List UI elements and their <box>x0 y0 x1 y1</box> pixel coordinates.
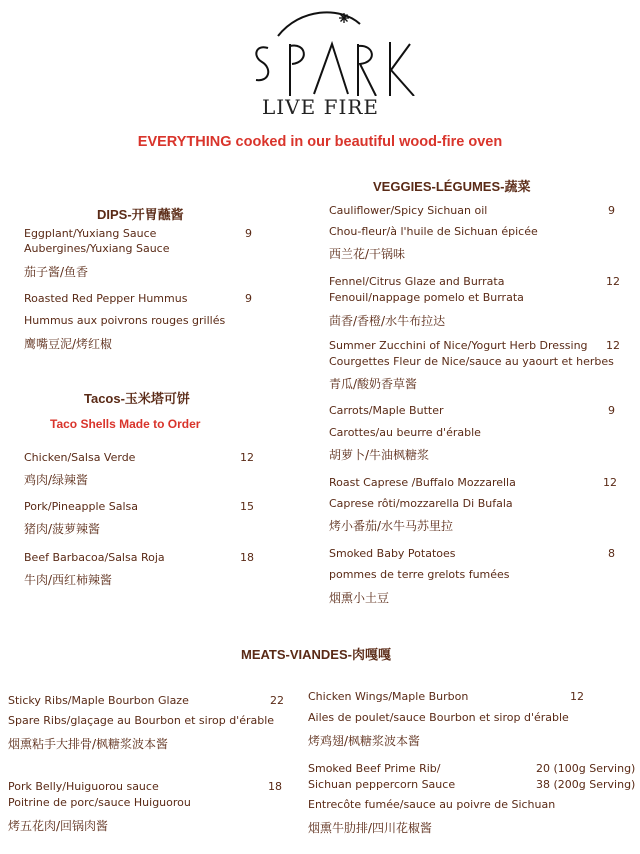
menu-item-price: 12 <box>570 690 584 703</box>
tagline: EVERYTHING cooked in our beautiful wood-fire oven <box>137 134 503 150</box>
menu-item-french: Carottes/au beurre d'érable <box>329 426 481 439</box>
menu-item-chinese: 青瓜/酸奶香草酱 <box>329 377 418 391</box>
menu-item-name-line2: Sichuan peppercorn Sauce <box>308 778 456 791</box>
section-title-meats: MEATS-VIANDES-肉嘎嘎 <box>241 647 391 662</box>
menu-item-chinese: 烟熏牛肋排/四川花椒酱 <box>308 821 433 835</box>
section-title-veggies: VEGGIES-LÉGUMES-蔬菜 <box>373 179 531 194</box>
menu-item-chinese: 烟熏粘手大排骨/枫糖浆波本酱 <box>8 737 169 751</box>
menu-item-price: 12 <box>240 451 254 464</box>
menu-item-price: 8 <box>608 547 615 560</box>
menu-item-price: 9 <box>608 204 615 217</box>
menu-item-name: Chicken Wings/Maple Burbon <box>308 690 469 703</box>
menu-item-price: 9 <box>245 292 252 305</box>
menu-item-french: Caprese rôti/mozzarella Di Bufala <box>329 497 513 510</box>
menu-item-french: Hummus aux poivrons rouges grillés <box>24 314 226 327</box>
menu-item-price-large: 38 (200g Serving) <box>536 778 636 791</box>
menu-item-chinese: 鸡肉/绿辣酱 <box>24 473 89 487</box>
menu-item-chinese: 烤小番茄/水牛马苏里拉 <box>329 519 454 533</box>
menu-item-name: Eggplant/Yuxiang Sauce <box>24 227 157 240</box>
menu-item-price: 20 (100g Serving) <box>536 762 636 775</box>
menu-item-name: Smoked Beef Prime Rib/ <box>308 762 441 775</box>
menu-item-french: Aubergines/Yuxiang Sauce <box>24 242 170 255</box>
menu-item-french: Entrecôte fumée/sauce au poivre de Sichuan <box>308 798 556 811</box>
menu-item-chinese: 烤五花肉/回锅肉酱 <box>8 819 109 833</box>
menu-item-price: 22 <box>270 694 284 707</box>
menu-item-name: Pork Belly/Huiguorou sauce <box>8 780 159 793</box>
menu-item-name: Carrots/Maple Butter <box>329 404 444 417</box>
menu-item-price: 12 <box>606 275 620 288</box>
menu-item-name: Roasted Red Pepper Hummus <box>24 292 188 305</box>
menu-item-french: Poitrine de porc/sauce Huiguorou <box>8 796 191 809</box>
menu-item-chinese: 烤鸡翅/枫糖浆波本酱 <box>308 734 421 748</box>
menu-item-chinese: 胡萝卜/牛油枫糖浆 <box>329 448 430 462</box>
section-title-dips: DIPS-开胃蘸酱 <box>97 207 184 222</box>
menu-item-chinese: 牛肉/西红柿辣酱 <box>24 573 113 587</box>
menu-item-price: 9 <box>245 227 252 240</box>
menu-item-french: Chou-fleur/à l'huile de Sichuan épicée <box>329 225 538 238</box>
menu-item-chinese: 烟熏小土豆 <box>329 591 390 605</box>
section-title-tacos: Tacos-玉米塔可饼 <box>84 391 190 406</box>
menu-item-name: Roast Caprese /Buffalo Mozzarella <box>329 476 516 489</box>
menu-item-name: Chicken/Salsa Verde <box>24 451 136 464</box>
menu-item-name: Fennel/Citrus Glaze and Burrata <box>329 275 505 288</box>
tacos-subtitle: Taco Shells Made to Order <box>50 417 201 431</box>
menu-item-price: 15 <box>240 500 254 513</box>
menu-item-french: Ailes de poulet/sauce Bourbon et sirop d'érable <box>308 711 569 724</box>
menu-item-chinese: 鹰嘴豆泥/烤红椒 <box>24 337 113 351</box>
menu-item-name: Sticky Ribs/Maple Bourbon Glaze <box>8 694 189 707</box>
spark-star-icon <box>339 13 349 23</box>
menu-item-price: 12 <box>603 476 617 489</box>
menu-item-french: Courgettes Fleur de Nice/sauce au yaourt et herbes <box>329 355 614 368</box>
menu-item-price: 18 <box>268 780 282 793</box>
menu-item-name: Beef Barbacoa/Salsa Roja <box>24 551 165 564</box>
menu-item-chinese: 西兰花/干锅味 <box>329 247 406 261</box>
menu-item-french: pommes de terre grelots fumées <box>329 568 510 581</box>
menu-item-french: Fenouil/nappage pomelo et Burrata <box>329 291 524 304</box>
menu-item-price: 9 <box>608 404 615 417</box>
menu-item-chinese: 猪肉/菠萝辣酱 <box>24 522 101 536</box>
menu-item-price: 18 <box>240 551 254 564</box>
menu-item-price: 12 <box>606 339 620 352</box>
menu-item-name: Pork/Pineapple Salsa <box>24 500 139 513</box>
menu-item-chinese: 茴香/香橙/水牛布拉达 <box>329 314 446 328</box>
menu-item-french: Spare Ribs/glaçage au Bourbon et sirop d'érable <box>8 714 275 727</box>
logo-subtitle: LIVE FIRE <box>262 95 380 119</box>
menu-item-name: Summer Zucchini of Nice/Yogurt Herb Dressing <box>329 339 588 352</box>
menu-item-name: Cauliflower/Spicy Sichuan oil <box>329 204 488 217</box>
menu-item-name: Smoked Baby Potatoes <box>329 547 456 560</box>
spark-logo <box>240 4 430 96</box>
menu-item-chinese: 茄子酱/鱼香 <box>24 265 89 279</box>
